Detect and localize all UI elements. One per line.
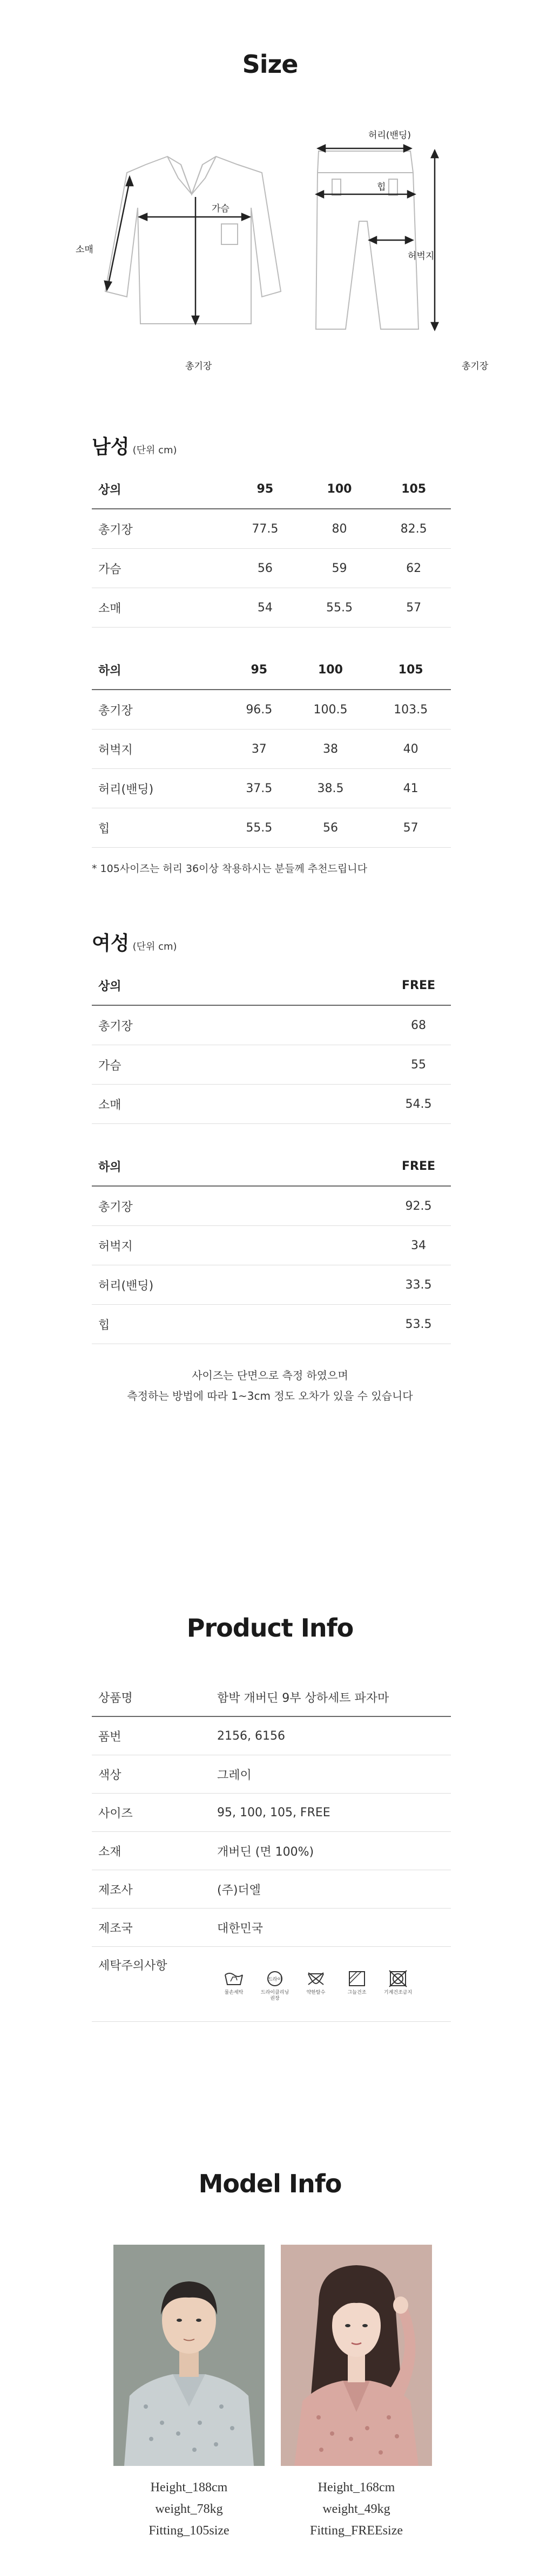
table-cell: 총기장 bbox=[92, 690, 228, 730]
table-row bbox=[92, 730, 451, 769]
table-cell: 허벅지 bbox=[92, 1226, 386, 1265]
care-icons bbox=[217, 1966, 451, 2002]
table-cell: 53.5 bbox=[386, 1305, 451, 1344]
table-cell: 가슴 bbox=[92, 549, 228, 588]
table-cell: 41 bbox=[370, 769, 451, 808]
table-row bbox=[92, 549, 451, 588]
table-header bbox=[92, 966, 451, 1005]
diagram-label-pants-length: 총기장 bbox=[462, 361, 489, 372]
table-cell: 56 bbox=[291, 808, 371, 848]
table-cell: 사이즈 bbox=[92, 1794, 217, 1832]
table-row bbox=[92, 1794, 451, 1832]
table-row bbox=[92, 1678, 451, 1716]
svg-text:드라이: 드라이 bbox=[267, 1977, 282, 1982]
table-cell: 55.5 bbox=[228, 808, 291, 848]
table-cell: 함박 개버딘 9부 상하세트 파자마 bbox=[217, 1678, 451, 1716]
women-size-title: 여성 (단위 cm) bbox=[92, 932, 177, 955]
men-size-title: 남성 (단위 cm) bbox=[92, 436, 177, 458]
table-cell: 상의 bbox=[92, 469, 228, 509]
table-row bbox=[92, 588, 451, 628]
table-cell: 대한민국 bbox=[217, 1909, 451, 1947]
men-top-table bbox=[92, 469, 451, 628]
table-row bbox=[92, 1305, 451, 1344]
model-photo-female bbox=[281, 2245, 432, 2466]
hand-wash-icon: 물손세탁 bbox=[217, 1970, 251, 1996]
table-cell: 총기장 bbox=[92, 1186, 386, 1226]
women-bottom-table bbox=[92, 1147, 451, 1344]
table-cell: 그레이 bbox=[217, 1755, 451, 1794]
table-cell: 38.5 bbox=[291, 769, 371, 808]
table-cell: 개버딘 (면 100%) bbox=[217, 1832, 451, 1870]
men-bottom-table bbox=[92, 650, 451, 848]
table-cell: 소재 bbox=[92, 1832, 217, 1870]
table-cell: 62 bbox=[376, 549, 451, 588]
table-row bbox=[92, 769, 451, 808]
table-cell: 100.5 bbox=[291, 690, 371, 730]
table-row bbox=[92, 1085, 451, 1124]
table-cell: 제조국 bbox=[92, 1909, 217, 1947]
table-header bbox=[92, 1147, 451, 1186]
table-cell: (주)더엘 bbox=[217, 1870, 451, 1909]
table-cell: 54.5 bbox=[386, 1085, 451, 1124]
table-cell: 소매 bbox=[92, 588, 228, 628]
table-cell: 가슴 bbox=[92, 1045, 386, 1085]
table-cell: 68 bbox=[386, 1005, 451, 1045]
diagram-label-sleeve: 소매 bbox=[76, 244, 93, 255]
no-tumble-dry-icon: 기계건조금지 bbox=[381, 1970, 415, 1996]
table-cell: 총기장 bbox=[92, 509, 228, 549]
table-cell: 95 bbox=[228, 469, 302, 509]
table-cell: FREE bbox=[386, 966, 451, 1005]
table-cell: 56 bbox=[228, 549, 302, 588]
table-cell: 하의 bbox=[92, 650, 228, 690]
table-header bbox=[92, 469, 451, 509]
table-cell: 100 bbox=[291, 650, 371, 690]
table-cell bbox=[217, 1947, 451, 2022]
table-cell: 소매 bbox=[92, 1085, 386, 1124]
table-row bbox=[92, 1870, 451, 1909]
table-cell: 57 bbox=[370, 808, 451, 848]
table-cell: 54 bbox=[228, 588, 302, 628]
table-cell: 40 bbox=[370, 730, 451, 769]
model-info-title: Model Info bbox=[198, 2169, 342, 2198]
model-photo-male bbox=[113, 2245, 265, 2466]
diagram-label-thigh: 허벅지 bbox=[408, 251, 435, 262]
table-row bbox=[92, 509, 451, 549]
diagram-label-hip: 힙 bbox=[377, 182, 386, 193]
measure-note: 사이즈는 단면으로 측정 하였으며 측정하는 방법에 따라 1~3cm 정도 오차가 있을 수 있습니다 bbox=[127, 1369, 413, 1402]
table-row bbox=[92, 690, 451, 730]
table-row bbox=[92, 1947, 451, 2022]
table-row bbox=[92, 1005, 451, 1045]
shade-dry-icon: 그늘건조 bbox=[340, 1970, 374, 1996]
table-cell: 힙 bbox=[92, 1305, 386, 1344]
table-row bbox=[92, 1909, 451, 1947]
table-cell: 77.5 bbox=[228, 509, 302, 549]
dry-clean-icon: 드라이 드라이클리닝 권장 bbox=[258, 1970, 292, 2002]
table-cell: 품번 bbox=[92, 1716, 217, 1755]
table-cell: 96.5 bbox=[228, 690, 291, 730]
table-cell: 허리(밴딩) bbox=[92, 769, 228, 808]
table-cell: 55 bbox=[386, 1045, 451, 1085]
model-caption-male: Height_188cm weight_78kg Fitting_105size bbox=[148, 2480, 230, 2538]
table-row bbox=[92, 1265, 451, 1305]
diagram-label-chest: 가슴 bbox=[212, 203, 230, 214]
table-row bbox=[92, 1226, 451, 1265]
table-cell: 하의 bbox=[92, 1147, 386, 1186]
table-cell: FREE bbox=[386, 1147, 451, 1186]
table-header bbox=[92, 650, 451, 690]
table-cell: 색상 bbox=[92, 1755, 217, 1794]
table-cell: 37.5 bbox=[228, 769, 291, 808]
table-cell: 2156, 6156 bbox=[217, 1716, 451, 1755]
table-cell: 33.5 bbox=[386, 1265, 451, 1305]
table-cell: 37 bbox=[228, 730, 291, 769]
table-cell: 103.5 bbox=[370, 690, 451, 730]
table-cell: 세탁주의사항 bbox=[92, 1947, 217, 2022]
table-cell: 92.5 bbox=[386, 1186, 451, 1226]
table-row bbox=[92, 1186, 451, 1226]
table-cell: 총기장 bbox=[92, 1005, 386, 1045]
table-cell: 105 bbox=[376, 469, 451, 509]
table-cell: 제조사 bbox=[92, 1870, 217, 1909]
table-cell: 55.5 bbox=[302, 588, 377, 628]
table-row bbox=[92, 1716, 451, 1755]
table-cell: 95 bbox=[228, 650, 291, 690]
table-cell: 허벅지 bbox=[92, 730, 228, 769]
size-title: Size bbox=[242, 50, 298, 79]
table-cell: 38 bbox=[291, 730, 371, 769]
table-cell: 95, 100, 105, FREE bbox=[217, 1794, 451, 1832]
table-row bbox=[92, 1755, 451, 1794]
table-cell: 82.5 bbox=[376, 509, 451, 549]
table-cell: 허리(밴딩) bbox=[92, 1265, 386, 1305]
table-cell: 57 bbox=[376, 588, 451, 628]
table-row bbox=[92, 1045, 451, 1085]
table-cell: 105 bbox=[370, 650, 451, 690]
table-cell: 힙 bbox=[92, 808, 228, 848]
diagram-label-waist: 허리(밴딩) bbox=[368, 130, 411, 141]
table-cell: 59 bbox=[302, 549, 377, 588]
product-info-title: Product Info bbox=[186, 1613, 354, 1643]
product-info-table bbox=[92, 1678, 451, 2022]
women-top-table bbox=[92, 966, 451, 1124]
no-bleach-icon: 약한탈수 bbox=[299, 1970, 333, 1996]
table-cell: 100 bbox=[302, 469, 377, 509]
model-caption-female: Height_168cm weight_49kg Fitting_FREEsize bbox=[309, 2480, 403, 2538]
table-cell: 상품명 bbox=[92, 1678, 217, 1716]
size-diagram bbox=[76, 113, 489, 372]
table-cell: 80 bbox=[302, 509, 377, 549]
table-cell: 34 bbox=[386, 1226, 451, 1265]
diagram-label-shirt-length: 총기장 bbox=[185, 361, 212, 372]
table-row bbox=[92, 1832, 451, 1870]
table-cell: 상의 bbox=[92, 966, 386, 1005]
men-size-note: * 105사이즈는 허리 36이상 착용하시는 분들께 추천드립니다 bbox=[92, 863, 367, 875]
table-row bbox=[92, 808, 451, 848]
